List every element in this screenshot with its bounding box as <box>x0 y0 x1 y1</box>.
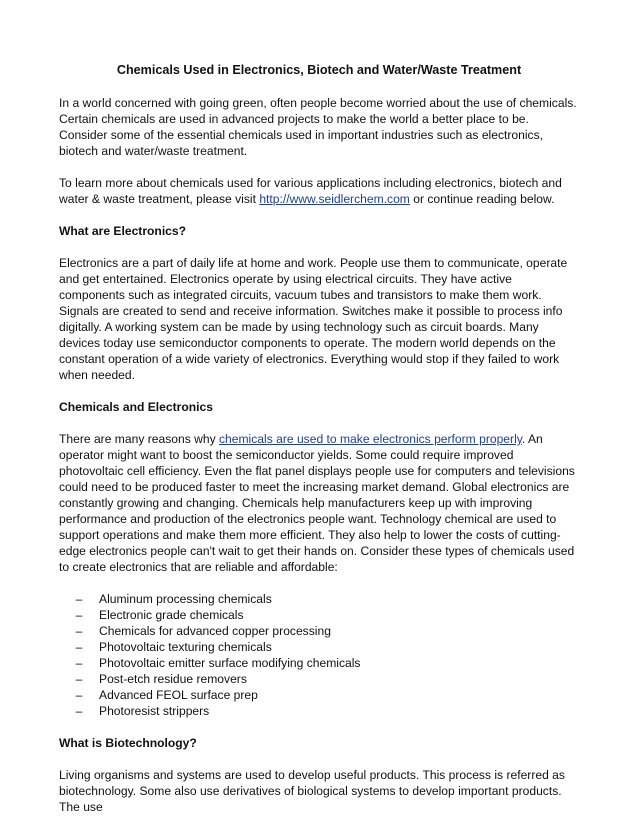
electronics-heading: What are Electronics? <box>59 224 187 238</box>
chemical-types-list <box>59 591 579 719</box>
list-item <box>59 639 579 655</box>
list-item-text: Post-etch residue removers <box>99 672 247 686</box>
list-item <box>59 591 579 607</box>
visit-text-before: To learn more about chemicals used for various applications including electronics, biotech and water & waste treatment, please visit <box>59 176 562 206</box>
dash-marker: – <box>75 656 83 670</box>
list-item-text: Photovoltaic emitter surface modifying chemicals <box>99 656 361 670</box>
list-item-text: Photoresist strippers <box>99 704 210 718</box>
document-title: Chemicals Used in Electronics, Biotech and Water/Waste Treatment <box>116 63 522 77</box>
list-item <box>59 607 579 623</box>
list-item-text: Aluminum processing chemicals <box>99 592 272 606</box>
chem-text-after: . An operator might want to boost the semiconductor yields. Some could require improved photovoltaic cell efficiency. Even the flat panel displays people use for computers and televisions could need to be produced faster to meet the increasing market demand. Global electronics are constantly growing and changing. Chemicals help manufacturers keep up with improving performance and production of the electronics people want. Technology chemical are used to support operations and make them more efficient. They also help to lower the costs of cutting-edge electronics people can't wait to get their hands on. Consider these types of chemicals used to create electronics that are reliable and affordable: <box>59 432 575 574</box>
chemicals-electronics-paragraph <box>59 431 579 575</box>
dash-marker: – <box>75 688 83 702</box>
chemicals-electronics-link[interactable]: chemicals are used to make electronics perform properly <box>218 432 522 446</box>
visit-text-after: or continue reading below. <box>409 192 555 206</box>
dash-marker: – <box>75 672 83 686</box>
chemicals-electronics-heading: Chemicals and Electronics <box>59 400 213 414</box>
seidlerchem-link[interactable]: http://www.seidlerchem.com <box>259 192 410 206</box>
list-item <box>59 623 579 639</box>
dash-marker: – <box>75 624 83 638</box>
electronics-paragraph: Electronics are a part of daily life at home and work. People use them to communicate, operate and get entertained. Electronics operate by using electrical circuits. They have active components such as integrated circuits, vacuum tubes and transistors to make them work. Signals are created to send and receive information. Switches make it possible to process info digitally. A working system can be made by using technology such as circuit boards. Many devices today use semiconductor components to operate. The modern world depends on the constant operation of a wide variety of electronics. Everything would stop if they failed to work when needed. <box>59 256 568 382</box>
biotechnology-paragraph: Living organisms and systems are used to develop useful products. This process is referred as biotechnology. Some also use derivatives of biological systems to develop important products. The use <box>59 768 565 814</box>
list-item <box>59 655 579 671</box>
list-item <box>59 671 579 687</box>
biotechnology-heading: What is Biotechnology? <box>59 736 197 750</box>
list-item-text: Advanced FEOL surface prep <box>99 688 258 702</box>
list-item-text: Chemicals for advanced copper processing <box>99 624 331 638</box>
visit-paragraph <box>59 175 579 207</box>
list-item <box>59 703 579 719</box>
dash-marker: – <box>75 592 83 606</box>
list-item-text: Photovoltaic texturing chemicals <box>99 640 272 654</box>
chem-text-before: There are many reasons why <box>59 432 219 446</box>
list-item <box>59 687 579 703</box>
dash-marker: – <box>75 640 83 654</box>
document-page <box>59 62 579 815</box>
dash-marker: – <box>75 608 83 622</box>
intro-paragraph: In a world concerned with going green, often people become worried about the use of chemicals. Certain chemicals are used in advanced projects to make the world a better place to be. Consider some of the essential chemicals used in important industries such as electronics, biotech and water/waste treatment. <box>59 96 577 158</box>
list-item-text: Electronic grade chemicals <box>99 608 244 622</box>
dash-marker: – <box>75 704 83 718</box>
